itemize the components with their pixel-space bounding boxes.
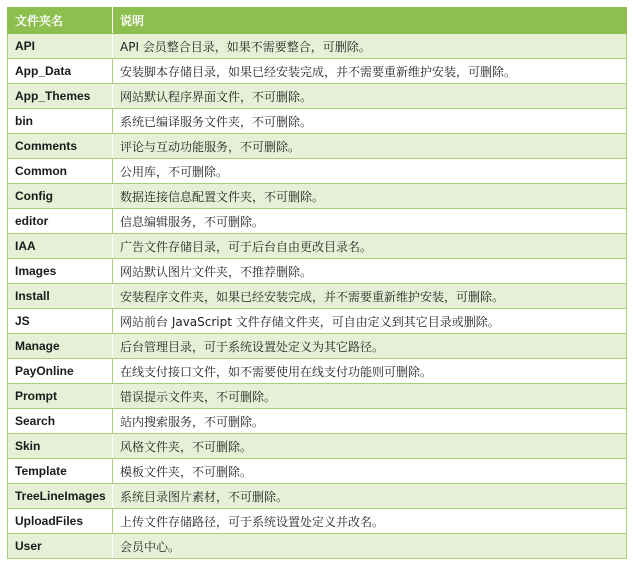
description-cell: 安装脚本存储目录，如果已经安装完成，并不需要重新维护安装，可删除。: [113, 59, 627, 84]
table-row: [8, 534, 627, 559]
description-cell: 模板文件夹，不可删除。: [113, 459, 627, 484]
table-row: [8, 409, 627, 434]
folder-description-table-wrapper: [7, 7, 626, 559]
folder-name-cell: editor: [8, 209, 113, 234]
folder-name-cell: Search: [8, 409, 113, 434]
description-cell: 广告文件存储目录，可于后台自由更改目录名。: [113, 234, 627, 259]
table-row: [8, 459, 627, 484]
table-row: [8, 334, 627, 359]
folder-name-cell: Config: [8, 184, 113, 209]
table-row: [8, 59, 627, 84]
description-cell: 在线支付接口文件，如不需要使用在线支付功能则可删除。: [113, 359, 627, 384]
table-row: [8, 209, 627, 234]
description-cell: 风格文件夹，不可删除。: [113, 434, 627, 459]
table-row: [8, 309, 627, 334]
table-row: [8, 284, 627, 309]
table-row: [8, 234, 627, 259]
description-cell: 安装程序文件夹，如果已经安装完成，并不需要重新维护安装，可删除。: [113, 284, 627, 309]
header-description: 说明: [113, 8, 627, 34]
folder-name-cell: TreeLineImages: [8, 484, 113, 509]
description-cell: 错误提示文件夹，不可删除。: [113, 384, 627, 409]
folder-name-cell: JS: [8, 309, 113, 334]
table-row: [8, 359, 627, 384]
table-row: [8, 434, 627, 459]
folder-name-cell: IAA: [8, 234, 113, 259]
table-row: [8, 184, 627, 209]
description-cell: 信息编辑服务，不可删除。: [113, 209, 627, 234]
description-cell: 网站默认图片文件夹，不推荐删除。: [113, 259, 627, 284]
description-cell: 网站默认程序界面文件，不可删除。: [113, 84, 627, 109]
folder-name-cell: Manage: [8, 334, 113, 359]
header-folder-name: 文件夹名: [8, 8, 113, 34]
description-cell: 站内搜索服务，不可删除。: [113, 409, 627, 434]
description-cell: 公用库，不可删除。: [113, 159, 627, 184]
folder-name-cell: App_Data: [8, 59, 113, 84]
table-row: [8, 384, 627, 409]
folder-name-cell: API: [8, 34, 113, 59]
folder-name-cell: bin: [8, 109, 113, 134]
folder-name-cell: UploadFiles: [8, 509, 113, 534]
header-row: [8, 8, 627, 34]
description-cell: 网站前台 JavaScript 文件存储文件夹，可自由定义到其它目录或删除。: [113, 309, 627, 334]
description-cell: 上传文件存储路径，可于系统设置处定义并改名。: [113, 509, 627, 534]
table-row: [8, 259, 627, 284]
description-cell: 数据连接信息配置文件夹，不可删除。: [113, 184, 627, 209]
folder-name-cell: Images: [8, 259, 113, 284]
description-cell: API 会员整合目录，如果不需要整合，可删除。: [113, 34, 627, 59]
folder-name-cell: PayOnline: [8, 359, 113, 384]
table-header: [8, 8, 627, 34]
table-row: [8, 34, 627, 59]
description-cell: 会员中心。: [113, 534, 627, 559]
description-cell: 系统目录图片素材，不可删除。: [113, 484, 627, 509]
table-row: [8, 109, 627, 134]
table-row: [8, 159, 627, 184]
table-row: [8, 509, 627, 534]
table-body: [8, 34, 627, 559]
folder-name-cell: Comments: [8, 134, 113, 159]
folder-description-table: [7, 7, 627, 559]
description-cell: 后台管理目录，可于系统设置处定义为其它路径。: [113, 334, 627, 359]
folder-name-cell: Common: [8, 159, 113, 184]
folder-name-cell: App_Themes: [8, 84, 113, 109]
description-cell: 评论与互动功能服务，不可删除。: [113, 134, 627, 159]
table-row: [8, 134, 627, 159]
folder-name-cell: Prompt: [8, 384, 113, 409]
folder-name-cell: User: [8, 534, 113, 559]
folder-name-cell: Template: [8, 459, 113, 484]
description-cell: 系统已编译服务文件夹，不可删除。: [113, 109, 627, 134]
folder-name-cell: Install: [8, 284, 113, 309]
table-row: [8, 484, 627, 509]
folder-name-cell: Skin: [8, 434, 113, 459]
table-row: [8, 84, 627, 109]
